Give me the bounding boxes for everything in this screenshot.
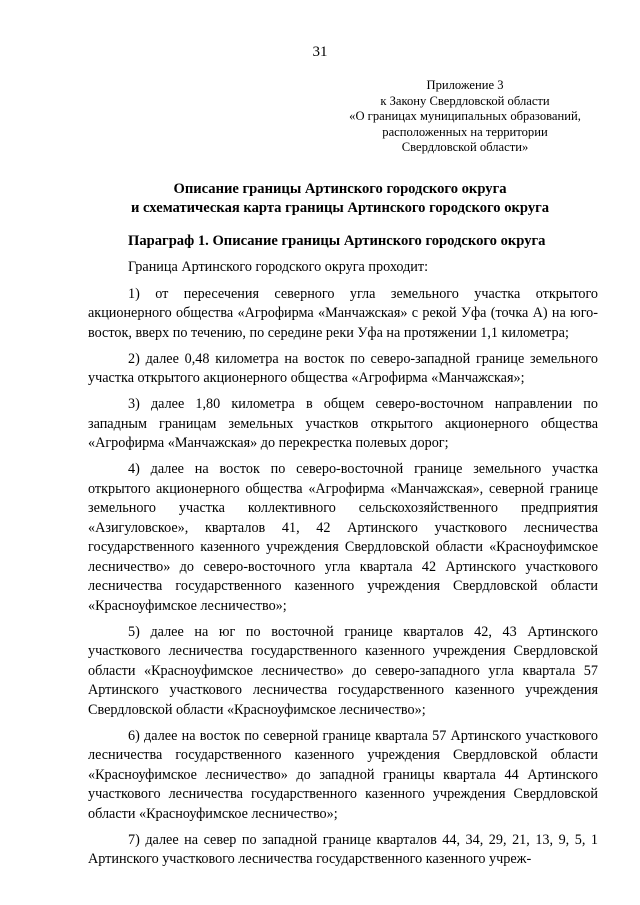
intro-text: Граница Артинского городского округа проходит:: [128, 259, 429, 275]
document-title-line-1: Описание границы Артинского городского округа: [173, 181, 507, 197]
boundary-item-7: 7) далее на север по западной границе кварталов 44, 34, 29, 21, 13, 9, 5, 1 Артинского участкового лесничества государственного казенного учреж-: [88, 831, 598, 867]
document-title: [60, 180, 620, 218]
boundary-item-6: 6) далее на восток по северной границе квартала 57 Артинского участкового лесничества государственного казенного учреждения Свердловской области «Красноуфимское лесничество» до западной границы квартала 44 Артинского участкового лесничества государственного казенного учреждения Свердловской области «Красноуфимское лесничество»;: [88, 727, 598, 822]
boundary-item-3: 3) далее 1,80 километра в общем северо-восточном направлении по западным границам земельных участков открытого акционерного общества «Агрофирма «Манчажская» до перекрестка полевых дорог;: [88, 396, 598, 451]
document-title-line-2: и схематическая карта границы Артинского городского округа: [130, 200, 550, 216]
paragraph-heading: Параграф 1. Описание границы Артинского городского округа: [128, 233, 546, 249]
page-number: 31: [312, 44, 328, 60]
boundary-item-2: 2) далее 0,48 километра на восток по северо-западной границе земельного участка открытого акционерного общества «Агрофирма «Манчажская»;: [88, 350, 598, 386]
appendix-block: [330, 78, 600, 156]
appendix-line: Приложение 3: [426, 78, 504, 92]
appendix-line: «О границах муниципальных образований,: [349, 109, 581, 123]
appendix-line: Свердловской области»: [401, 140, 529, 154]
body-text: [88, 258, 598, 876]
appendix-line: расположенных на территории: [382, 124, 548, 139]
boundary-item-5: 5) далее на юг по восточной границе кварталов 42, 43 Артинского участкового лесничества государственного казенного учреждения Свердловской области «Красноуфимское лесничество» до северо-западного угла квартала 57 Артинского участкового лесничества государственного казенного учреждения Свердловской области «Красноуфимское лесничество»;: [88, 623, 598, 718]
appendix-line: к Закону Свердловской области: [380, 93, 550, 108]
boundary-item-1: 1) от пересечения северного угла земельного участка открытого акционерного общества «Агрофирма «Манчажская» с рекой Уфа (точка А) на юго-восток, вверх по течению, по середине реки Уфа на протяжении 1,1 километра;: [88, 285, 598, 341]
boundary-item-4: 4) далее на восток по северо-восточной границе земельного участка открытого акционерного общества «Агрофирма «Манчажская», северной границе земельного участка коллективного сельскохозяйственного предприятия «Азигуловское», кварталов 41, 42 Артинского участкового лесничества государственного казенного учреждения Свердловской области «Красноуфимское лесничество» до северо-восточного угла квартала 42 Артинского участкового лесничества государственного казенного учреждения Свердловской области «Красноуфимское лесничество»;: [88, 461, 598, 614]
